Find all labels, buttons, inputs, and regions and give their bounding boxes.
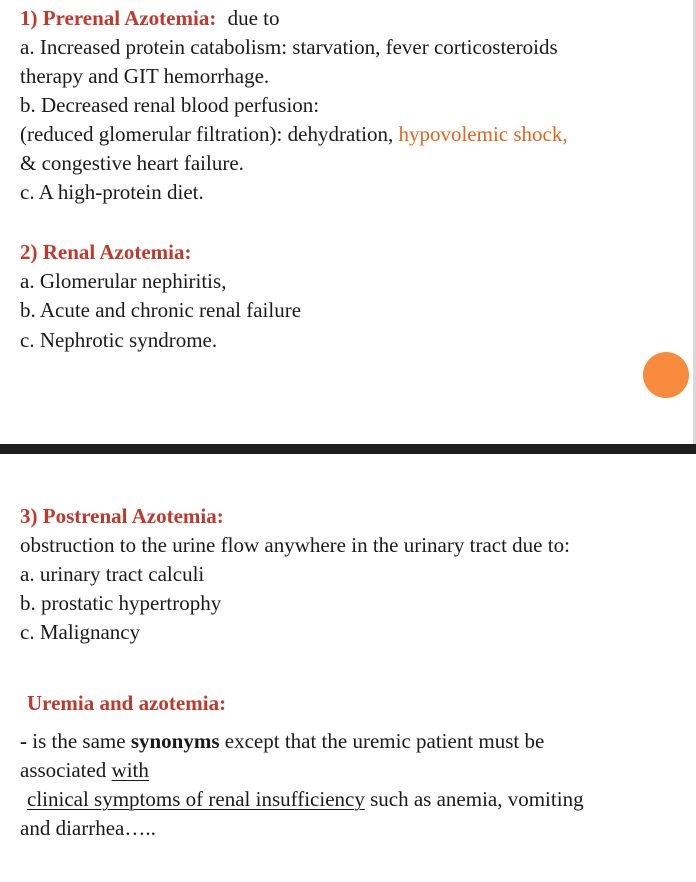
uremia-line-3 xyxy=(27,785,584,814)
postrenal-intro: obstruction to the urine flow anywhere in the urinary tract due to: xyxy=(20,533,570,557)
prerenal-heading: 1) Prerenal Azotemia: xyxy=(20,6,217,30)
renal-heading: 2) Renal Azotemia: xyxy=(20,240,192,264)
postrenal-item-b: b. prostatic hypertrophy xyxy=(20,591,222,615)
uremia-line-1-pre: is the same xyxy=(27,729,131,753)
uremia-line-1 xyxy=(20,727,544,756)
prerenal-item-a-continued: therapy and GIT hemorrhage. xyxy=(20,64,270,88)
uremia-line-4: and diarrhea….. xyxy=(20,816,156,840)
prerenal-item-c: c. A high-protein diet. xyxy=(20,180,204,204)
hypovolemic-shock-highlight: hypovolemic shock, xyxy=(398,122,568,146)
prerenal-item-a: a. Increased protein catabolism: starvation, fever corticosteroids xyxy=(20,35,558,59)
postrenal-heading: 3) Postrenal Azotemia: xyxy=(20,504,224,528)
postrenal-item-a: a. urinary tract calculi xyxy=(20,562,205,586)
renal-item-c: c. Nephrotic syndrome. xyxy=(20,328,218,352)
uremia-line-2 xyxy=(20,756,149,785)
uremia-line-1-post: except that the uremic patient must be xyxy=(219,729,545,753)
clinical-symptoms-underlined: clinical symptoms of renal insufficiency xyxy=(27,787,365,811)
uremia-line-2-pre: associated xyxy=(20,758,112,782)
prerenal-heading-line xyxy=(20,4,279,33)
synonyms-bold: synonyms xyxy=(130,729,220,753)
renal-item-a: a. Glomerular nephiritis, xyxy=(20,269,227,293)
slide-divider xyxy=(0,444,696,454)
prerenal-item-b-detail xyxy=(20,120,568,149)
uremia-dash: - xyxy=(20,729,27,753)
prerenal-item-b-continued: & congestive heart failure. xyxy=(20,151,244,175)
prerenal-item-b: b. Decreased renal blood perfusion: xyxy=(20,93,320,117)
uremia-heading: Uremia and azotemia: xyxy=(27,691,227,715)
uremia-line-3-post: such as anemia, vomiting xyxy=(364,787,584,811)
orange-dot-decoration xyxy=(643,352,689,398)
with-underlined: with xyxy=(111,758,149,782)
postrenal-item-c: c. Malignancy xyxy=(20,620,141,644)
prerenal-item-b-detail-text: (reduced glomerular filtration): dehydration, xyxy=(20,122,399,146)
renal-item-b: b. Acute and chronic renal failure xyxy=(20,298,302,322)
prerenal-heading-suffix: due to xyxy=(227,6,280,30)
